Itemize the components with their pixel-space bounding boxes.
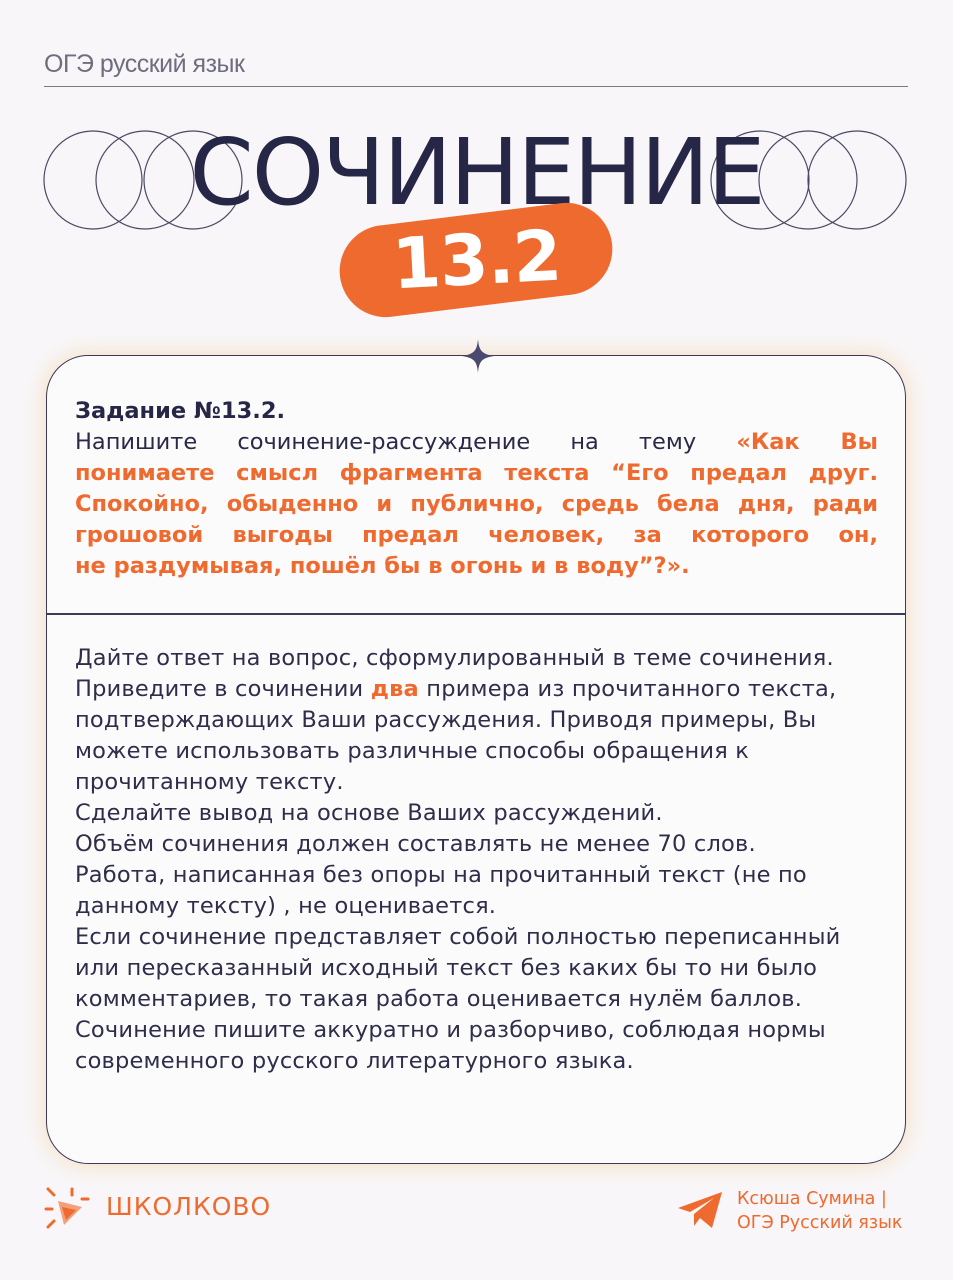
author-channel: ОГЭ Русский язык xyxy=(737,1213,903,1233)
instruction-5: Работа, написанная без опоры на прочитанный текст (не по данному тексту) , не оценивается. xyxy=(75,862,807,919)
task-heading: Задание №13.2. xyxy=(75,398,286,424)
task-card xyxy=(46,355,906,1164)
instruction-3: Сделайте вывод на основе Ваших рассуждений. xyxy=(75,800,663,826)
instructions-block xyxy=(75,643,878,1077)
instruction-2 xyxy=(75,674,878,798)
task-topic-part-3: Спокойно, обыденно и публично, средь бела дня, ради xyxy=(75,491,878,517)
author-name: Ксюша Сумина | xyxy=(737,1189,887,1209)
page-title: СОЧИНЕНИЕ xyxy=(189,119,764,226)
instruction-2-start: Приведите в сочинении xyxy=(75,676,371,702)
task-topic-part-4: грошовой выгоды предал человек, за которого он, xyxy=(75,522,878,548)
task-topic-part-5: не раздумывая, пошёл бы в огонь и в воду”?». xyxy=(75,553,690,579)
sparkle-star-icon xyxy=(462,339,494,373)
card-divider xyxy=(47,613,905,615)
task-line-1 xyxy=(75,427,878,458)
footer-brand: ШКОЛКОВО xyxy=(106,1192,272,1221)
task-intro: Напишите сочинение-рассуждение на тему xyxy=(75,429,697,455)
shkolkovo-logo-icon xyxy=(42,1185,90,1231)
task-block xyxy=(75,396,878,582)
subject-label: ОГЭ русский язык xyxy=(44,50,245,78)
instruction-6: Если сочинение представляет собой полностью переписанный или пересказанный исходный текст без каких бы то ни было комментариев, то такая работа оценивается нулём баллов. xyxy=(75,924,841,1012)
task-number-text: 13.2 xyxy=(389,214,563,306)
instruction-1: Дайте ответ на вопрос, сформулированный в теме сочинения. xyxy=(75,645,834,671)
instruction-2-end: примера из прочитанного текста, подтверждающих Ваши рассуждения. Приводя примеры, Вы можете использовать различные способы обращения к прочитанному тексту. xyxy=(75,676,837,795)
telegram-plane-icon[interactable] xyxy=(676,1190,724,1230)
author-credit xyxy=(737,1187,902,1235)
instruction-4: Объём сочинения должен составлять не менее 70 слов. xyxy=(75,831,756,857)
task-topic-part-2: понимаете смысл фрагмента текста “Его предал друг. xyxy=(75,460,878,486)
instruction-7: Сочинение пишите аккуратно и разборчиво, соблюдая нормы современного русского литературного языка. xyxy=(75,1017,826,1074)
task-topic-part-1: «Как Вы xyxy=(736,429,878,455)
instruction-2-highlight: два xyxy=(370,676,419,702)
